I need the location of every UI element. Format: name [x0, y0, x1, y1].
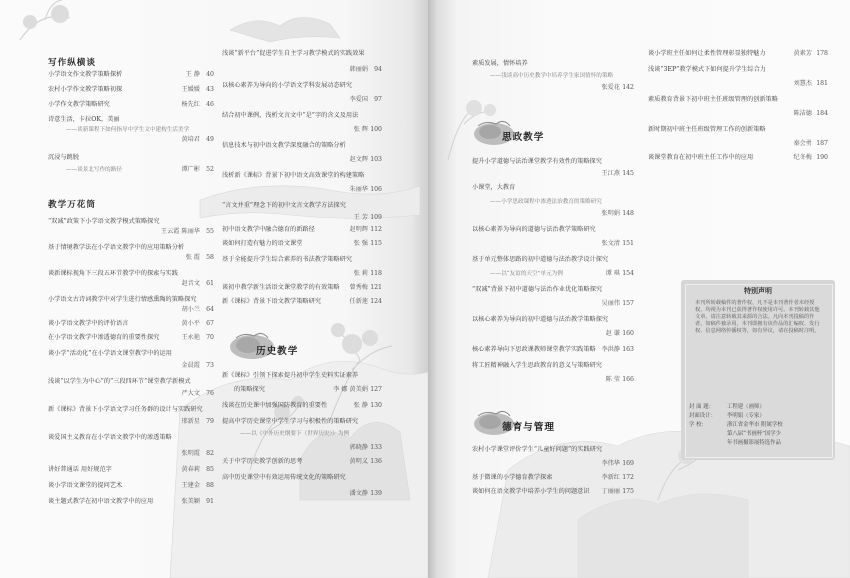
section-title: 历史教学 [256, 346, 299, 357]
notice-value: 浙江省金华市 附属学校 [727, 422, 783, 428]
notice-value: 第八届“书画杯”国学少 [727, 431, 782, 437]
notice-label: 封面设计： [689, 413, 716, 419]
special-notice-box [681, 280, 835, 460]
notice-value: 年书画摄影展特选作品 [727, 440, 781, 446]
notice-value: 李明娟（专家） [727, 413, 765, 419]
section-title: 写作纵横谈 [48, 58, 96, 68]
section-title: 德育与管理 [502, 422, 555, 433]
left-page: 写作纵横谈 小学语文作文教学策略探析 王 静 40 农村小学作文教学策略初探 王媛媛 43 小学作文教学策略研究 杨先红 46 诗意生活，卡拉OK，美丽 ——谈新课程下如何指导中学生文中建构生活美学 黄培君 49 沉浸与跳脱 ——谈景北写作的路径 谭广彬 52 教学万花筒 “双减”政策下小学语文教学模式策略探究 王云霞 陈丽华 55 基于情境教学法在小学语文教学中的应用策略分析 张 霞 58 谈新课标视角下三段五环节教学中的探索与实践 赵音文 61 小学语文古诗词教学中对学生进行情感熏陶的策略探究 胡小兰 64 谈小学语文教学中的评价语言 黄小平 67 在小学语文教学中渗透德育的重要性探究 王永艳 70 谈小学“活动化”在小学语文课堂教学中的运用 金晨霞 73 浅谈“以学生为中心”的“三段四环节”课堂教学新模式 严大文 76 新《课标》背景下小学语文学习任务群的设计与实践研究 邢新星 79 谈爱国主义教育在小学语文教学中的渗透策略 张明霞 82 讲好普通话 用好规范字 黄春莉 85 谈小学语文课堂的提问艺术 王建金 88 谈主题式教学在初中语文教学中的应用 张美颖 91 浅谈“新平台”促进学生自主学习教学模式的实践效果 韩丽娟 94 以核心素养为导向的小学语文学科发展动态研究 李爱国 97 结合初中课例，浅析文言文中“是”字的含义及用法 张 辉 100 信息技术与初中语文教学深度融合的策略分析 赵文辉 103 浅析新《课标》背景下初中语文高效课堂的构建策略 朱丽华 106 “言文并重”理念下的初中文言文教学方法探究 王 芳 109 初中语文教学中融合德育的新路径 赵明辉 112 谈如何打造有魅力的语文课堂 张 强 115 基于全能提升学生综合素养的书法教学策略研究 张 莉 118 谈初中教学新生活语文课堂教学的有效策略 曾秀梅 121 新《课标》背景下语文教学策略研究 任新莲 124 历史教学 新《课标》引领下探索提升初中学生史料实证素养 的策略探究 李 娜 黄美娟 127 浅谈在历史课中加强国防教育的重要性 张 静 130 提高中学历史课堂中学生学习与积极性的策略研究 ——以《中外历史纲要下（世界历史）》为例 郭晓静 133 关于中学历史教学创新的思考 黄明义 136 高中历史课堂中有效运用传统文化的策略研究 潘文静 139 [0, 0, 428, 578]
notice-label: 封 面 题： [689, 404, 714, 410]
notice-label: 学 校： [689, 422, 707, 428]
notice-title: 特别声明 [744, 286, 772, 295]
right-page: 素质发展，情怀培养 ——浅谈高中历史教学中培养学生家国情怀的策略 张爱花 142 思政教学 提升小学道德与法治课堂教学有效性的策略探究 王江燕 145 小课堂，大教育 ——小学思政课程中渗透法治教育的策略研究 张明娟 148 以核心素养为导向的道德与法治教学策略研究 张文清 151 基于单元整体思路的初中道德与法治教学设计探究 ——以“友谊的天空”单元为例 谭 琪 154 “双减”背景下初中道德与法治作业优化策略探究 吴丽伟 157 以核心素养为导向的初中道德与法治教学策略探究 赵 谦 160 核心素养导向下思政课教师课堂教学实践策略 李洪静 163 将工匠精神融入学生思政教育的意义与策略研究 陈 莹 166 德育与管理 农村小学课堂评价学生“儿童好问题”的实践研究 李伟华 169 基于微课的小学德育教学探索 李新红 172 谈如何在语文教学中培养小学生的问题意识 丁丽丽 175 谈小学班主任如何让柔性管理彰显独特魅力 黄素芳 178 浅谈“3EP”教学模式下如何提升学生综合力 刘慧杰 181 素质教育背景下初中班主任班级管理的创新策略 陈洁德 184 新时期初中班主任班级管理工作的创新策略 秦会勇 187 谈课堂教育在初中班主任工作中的应用 纪冬梅 190 特别声明 本刊所转载稿件的著作权，凡不是本刊著作者未经授权，均视为本刊已获得著作权使用许可。本刊转载其他文章，请注意转载其来源的合法。凡向本刊投稿的作者，如稿件被录用，本刊即拥有该作品的汇编权、发行权、信息网络传播权等，如有异议，请在投稿时注明。 封 面 题： 工程建（画师） 封面设计： 李明娟（专家） 学 校： 浙江省金华市 附属学校 第八届“书画杯”国学少 年书画摄影展特选作品 [428, 0, 850, 578]
notice-value: 工程建（画师） [727, 404, 765, 410]
section-title: 思政教学 [502, 132, 545, 143]
section-title: 教学万花筒 [48, 200, 96, 210]
notice-body: 本刊所转载稿件的著作权，凡不是本刊著作者未经授权，均视为本刊已获得著作权使用许可。本刊转载其他文章，请注意转载其来源的合法。凡向本刊投稿的作者，如稿件被录用，本刊即拥有该作品的汇编权、发行权、信息网络传播权等，如有异议，请在投稿时注明。 [695, 300, 820, 334]
